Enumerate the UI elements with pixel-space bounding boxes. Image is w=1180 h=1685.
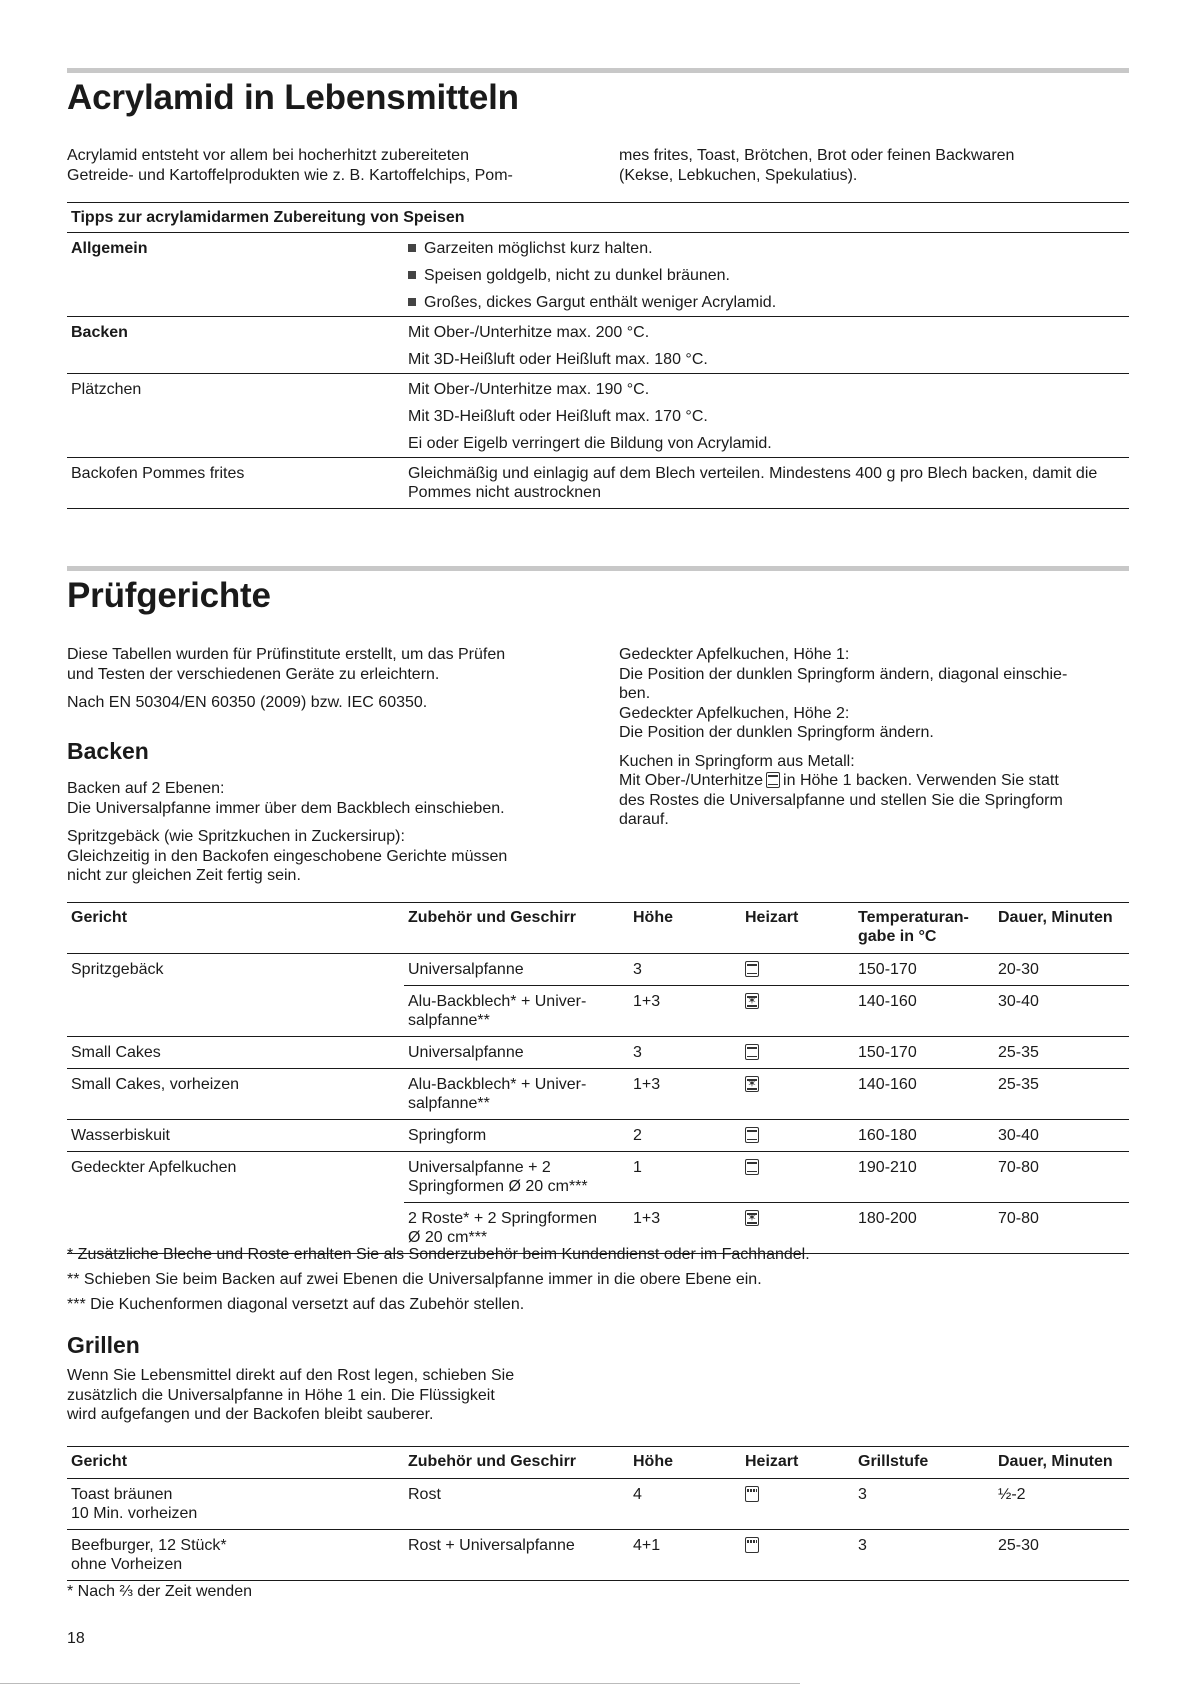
page-number: 18	[67, 1630, 85, 1647]
row-label: Plätzchen	[67, 374, 404, 404]
row-item: Speisen goldgelb, nicht zu dunkel bräunen.	[404, 262, 1129, 289]
row-label: Backen	[67, 317, 404, 347]
table-header: Tipps zur acrylamidarmen Zubereitung von Speisen	[67, 203, 1129, 233]
heat-cell	[741, 1069, 854, 1120]
accessory-cell: Rost	[404, 1479, 629, 1530]
grill-stage-cell: 3	[854, 1530, 994, 1581]
table-row	[67, 1530, 1129, 1581]
grill-icon	[745, 1537, 759, 1553]
subsection-title-grillen: Grillen	[67, 1332, 140, 1358]
duration-cell: 25-35	[994, 1037, 1129, 1069]
paragraph: Spritzgebäck (wie Spritzkuchen in Zuckersirup): Gleichzeitig in den Backofen eingeschobene Gerichte müssen nicht zur gleichen Zeit fertig sein.	[67, 828, 508, 884]
top-bottom-heat-icon	[745, 1044, 759, 1060]
paragraph: Nach EN 50304/EN 60350 (2009) bzw. IEC 60350.	[67, 694, 428, 711]
col-header: Zubehör und Geschirr	[404, 1447, 629, 1479]
section-rule	[67, 68, 1129, 73]
accessory-cell: Rost + Universalpfanne	[404, 1530, 629, 1581]
table-row	[67, 1037, 1129, 1069]
top-bottom-heat-icon	[745, 961, 759, 977]
intro-left-col	[67, 645, 587, 722]
duration-cell: 70-80	[994, 1152, 1129, 1203]
level-cell: 3	[629, 954, 741, 986]
table-row	[67, 1069, 1129, 1120]
col-header: Zubehör und Geschirr	[404, 903, 629, 954]
duration-cell: ½-2	[994, 1479, 1129, 1530]
dish-cell: Small Cakes	[67, 1037, 404, 1069]
dish-cell: Spritzgebäck	[67, 954, 404, 1037]
intro-left	[67, 146, 587, 185]
table-row	[67, 1479, 1129, 1530]
duration-cell: 30-40	[994, 1120, 1129, 1152]
footer-rule	[0, 1683, 800, 1684]
dish-cell: Toast bräunen 10 Min. vorheizen	[67, 1479, 404, 1530]
col-header: Heizart	[741, 1447, 854, 1479]
table-row	[67, 1120, 1129, 1152]
grill-footnote	[67, 1582, 252, 1607]
heat-cell	[741, 1120, 854, 1152]
row-item: Mit 3D-Heißluft oder Heißluft max. 180 °C.	[408, 351, 708, 368]
level-cell: 1+3	[629, 1203, 741, 1254]
paragraph: Kuchen in Springform aus Metall: Mit Ober-/Unterhitze in Höhe 1 backen. Verwenden Sie statt des Rostes die Universalpfanne und stellen Sie die Springform darauf.	[619, 752, 1063, 828]
temp-cell: 140-160	[854, 986, 994, 1037]
row-label: Backofen Pommes frites	[67, 458, 404, 509]
paragraph: Diese Tabellen wurden für Prüfinstitute erstellt, um das Prüfen und Testen der verschiedenen Geräte zu erleichtern.	[67, 646, 506, 683]
col-header: Grillstufe	[854, 1447, 994, 1479]
heat-cell	[741, 1037, 854, 1069]
temp-cell: 150-170	[854, 1037, 994, 1069]
intro-right-line: mes frites, Toast, Brötchen, Brot oder feinen Backwaren	[619, 147, 1015, 164]
col-header: Höhe	[629, 1447, 741, 1479]
accessory-cell: Universalpfanne	[404, 1037, 629, 1069]
level-cell: 1	[629, 1152, 741, 1203]
accessory-cell: Springform	[404, 1120, 629, 1152]
grill-icon	[745, 1486, 759, 1502]
footnote: * Zusätzliche Bleche und Roste erhalten Sie als Sonderzubehör beim Kundendienst oder im Fachhandel.	[67, 1246, 810, 1263]
level-cell: 2	[629, 1120, 741, 1152]
grill-stage-cell: 3	[854, 1479, 994, 1530]
temp-cell: 140-160	[854, 1069, 994, 1120]
col-header: Heizart	[741, 903, 854, 954]
section-title-pruefgerichte: Prüfgerichte	[67, 576, 271, 615]
acrylamid-tips-table	[67, 202, 1129, 509]
row-item: Mit Ober-/Unterhitze max. 200 °C.	[404, 317, 1129, 347]
paragraph: Backen auf 2 Ebenen: Die Universalpfanne immer über dem Backblech einschieben.	[67, 780, 505, 817]
temp-cell: 190-210	[854, 1152, 994, 1203]
level-cell: 4+1	[629, 1530, 741, 1581]
footnote: *** Die Kuchenformen diagonal versetzt auf das Zubehör stellen.	[67, 1296, 525, 1313]
level-cell: 3	[629, 1037, 741, 1069]
level-cell: 4	[629, 1479, 741, 1530]
subsection-title-backen: Backen	[67, 738, 149, 764]
col-header: Dauer, Minuten	[994, 903, 1129, 954]
intro-right-col	[619, 645, 1134, 839]
heat-cell	[741, 1479, 854, 1530]
intro-left-line: Acrylamid entsteht vor allem bei hocherhitzt zubereiteten	[67, 147, 469, 164]
dish-cell: Wasserbiskuit	[67, 1120, 404, 1152]
col-header: Temperaturan- gabe in °C	[854, 903, 994, 954]
row-item: Großes, dickes Gargut enthält weniger Acrylamid.	[404, 289, 1129, 317]
footnote: * Nach ⅔ der Zeit wenden	[67, 1583, 252, 1600]
3d-hot-air-icon	[745, 1076, 759, 1092]
duration-cell: 30-40	[994, 986, 1129, 1037]
dish-cell: Small Cakes, vorheizen	[67, 1069, 404, 1120]
accessory-cell: Alu-Backblech* + Univer- salpfanne**	[404, 1069, 629, 1120]
col-header: Dauer, Minuten	[994, 1447, 1129, 1479]
row-item: Gleichmäßig und einlagig auf dem Blech verteilen. Mindestens 400 g pro Blech backen, damit die Pommes nicht austrocknen	[404, 458, 1129, 509]
top-bottom-heat-icon	[745, 1159, 759, 1175]
bullet-icon	[408, 271, 416, 279]
duration-cell: 70-80	[994, 1203, 1129, 1254]
section-title-acrylamid: Acrylamid in Lebensmitteln	[67, 78, 519, 117]
dish-cell: Gedeckter Apfelkuchen	[67, 1152, 404, 1254]
heat-cell	[741, 1152, 854, 1203]
table-row	[67, 954, 1129, 986]
duration-cell: 20-30	[994, 954, 1129, 986]
dish-cell: Beefburger, 12 Stück* ohne Vorheizen	[67, 1530, 404, 1581]
level-cell: 1+3	[629, 1069, 741, 1120]
top-bottom-heat-icon	[766, 772, 780, 788]
temp-cell: 150-170	[854, 954, 994, 986]
row-item: Mit 3D-Heißluft oder Heißluft max. 170 °C.	[408, 408, 708, 425]
row-item: Mit Ober-/Unterhitze max. 190 °C.	[404, 374, 1129, 404]
bake-footnotes	[67, 1245, 810, 1320]
accessory-cell: Universalpfanne + 2 Springformen Ø 20 cm***	[404, 1152, 629, 1203]
table-row	[67, 1152, 1129, 1203]
intro-right	[619, 146, 1129, 185]
accessory-cell: 2 Roste* + 2 Springformen Ø 20 cm***	[404, 1203, 629, 1254]
temp-cell: 160-180	[854, 1120, 994, 1152]
top-bottom-heat-icon	[745, 1127, 759, 1143]
section-rule	[67, 566, 1129, 571]
row-item: Ei oder Eigelb verringert die Bildung von Acrylamid.	[408, 435, 772, 452]
col-header: Gericht	[67, 903, 404, 954]
row-label: Allgemein	[67, 233, 404, 263]
intro-right-line: (Kekse, Lebkuchen, Spekulatius).	[619, 166, 858, 184]
bullet-icon	[408, 298, 416, 306]
heat-cell	[741, 1530, 854, 1581]
level-cell: 1+3	[629, 986, 741, 1037]
heat-cell	[741, 986, 854, 1037]
3d-hot-air-icon	[745, 1210, 759, 1226]
backen-text	[67, 779, 597, 895]
temp-cell: 180-200	[854, 1203, 994, 1254]
paragraph: Gedeckter Apfelkuchen, Höhe 1: Die Position der dunklen Springform ändern, diagonal einschie- ben. Gedeckter Apfelkuchen, Höhe 2: Die Position der dunklen Springform ändern.	[619, 646, 1068, 741]
footnote: ** Schieben Sie beim Backen auf zwei Ebenen die Universalpfanne immer in die obere Ebene ein.	[67, 1271, 762, 1288]
intro-left-line: Getreide- und Kartoffelprodukten wie z. B. Kartoffelchips, Pom-	[67, 166, 513, 184]
bake-table	[67, 902, 1129, 1254]
bullet-icon	[408, 244, 416, 252]
row-item: Garzeiten möglichst kurz halten.	[404, 233, 1129, 263]
heat-cell	[741, 954, 854, 986]
duration-cell: 25-35	[994, 1069, 1129, 1120]
grill-text: Wenn Sie Lebensmittel direkt auf den Rost legen, schieben Sie zusätzlich die Universalpfanne in Höhe 1 ein. Die Flüssigkeit wird aufgefangen und der Backofen bleibt sauberer.	[67, 1367, 515, 1423]
col-header: Höhe	[629, 903, 741, 954]
duration-cell: 25-30	[994, 1530, 1129, 1581]
grill-table	[67, 1446, 1129, 1581]
col-header: Gericht	[67, 1447, 404, 1479]
accessory-cell: Alu-Backblech* + Univer- salpfanne**	[404, 986, 629, 1037]
accessory-cell: Universalpfanne	[404, 954, 629, 986]
3d-hot-air-icon	[745, 993, 759, 1009]
